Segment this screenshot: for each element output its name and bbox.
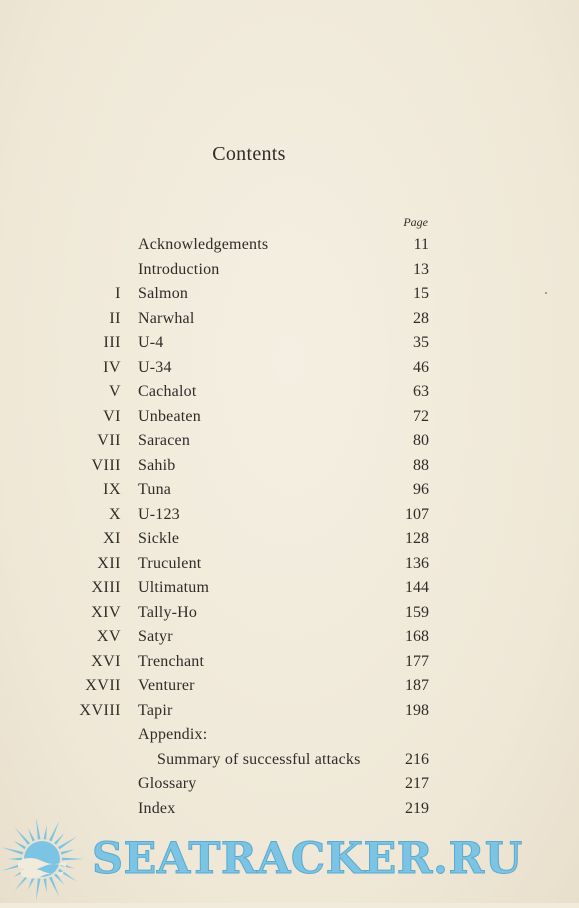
page-number: 144 [405, 579, 429, 596]
chapter-title: Venturer [138, 677, 195, 694]
chapter-number: XVII [85, 677, 121, 694]
toc-entry [0, 503, 579, 528]
chapter-number: IX [103, 481, 121, 498]
sun-ray [49, 821, 59, 842]
chapter-title: Ultimatum [138, 579, 210, 596]
chapter-number: XV [96, 628, 121, 645]
page-number: 15 [413, 285, 429, 302]
chapter-title: Summary of successful attacks [157, 750, 361, 768]
sun-ray [61, 849, 75, 854]
chapter-title: Cachalot [138, 383, 197, 400]
page-number: 80 [413, 432, 429, 449]
toc-entry [0, 625, 579, 650]
page-number: 177 [405, 652, 429, 670]
toc-entry [0, 601, 579, 626]
toc-entry [0, 576, 579, 601]
chapter-title: Salmon [138, 285, 189, 302]
sun-ray [44, 879, 47, 893]
sun-ray [2, 847, 24, 855]
page-number: 35 [413, 334, 429, 351]
toc-entry [0, 552, 579, 577]
chapter-title: Tapir [138, 701, 173, 719]
chapter-title: U-34 [138, 358, 172, 376]
chapter-number: I [115, 285, 121, 302]
toc-entry [0, 233, 579, 258]
chapter-title: Sahib [138, 456, 176, 474]
chapter-title: Glossary [138, 775, 197, 792]
page-number: 46 [413, 358, 429, 376]
chapter-number: XVI [91, 652, 121, 670]
chapter-title: Acknowledgements [138, 236, 269, 253]
chapter-title: Introduction [138, 260, 220, 278]
toc-entry [0, 699, 579, 724]
chapter-title: U-4 [138, 334, 164, 351]
sun-ray [28, 877, 35, 890]
chapter-title: Tally-Ho [138, 603, 198, 621]
chapter-number: VI [103, 407, 121, 425]
chapter-number: V [108, 383, 121, 400]
sun-ray [28, 828, 35, 841]
page-number: 88 [413, 456, 429, 474]
toc-entry [0, 282, 579, 307]
sun-ray [54, 873, 64, 885]
page-number: 28 [413, 309, 429, 327]
chapter-title: Satyr [138, 628, 173, 645]
chapter-title: Unbeaten [138, 407, 201, 425]
page-number: 13 [413, 260, 429, 278]
sun-ray [62, 858, 84, 861]
toc-entry [0, 454, 579, 479]
sun-ray [13, 841, 26, 850]
page-number: 136 [405, 554, 429, 572]
chapter-title: Tuna [138, 481, 172, 498]
toc-entry [0, 674, 579, 699]
page-number: 107 [405, 505, 429, 523]
chapter-number: XIV [91, 603, 121, 621]
chapter-number: XVIII [79, 701, 121, 719]
chapter-number: XII [97, 554, 121, 572]
chapter-number: X [108, 505, 121, 523]
toc-entry [0, 429, 579, 454]
sun-ray [36, 879, 41, 901]
table-of-contents [0, 233, 579, 821]
toc-entry [0, 331, 579, 356]
chapter-title: Trenchant [138, 652, 205, 670]
sun-ray [44, 825, 47, 839]
chapter-title: Truculent [138, 554, 202, 572]
sun-ray [58, 836, 77, 849]
chapter-title: Saracen [138, 432, 191, 449]
chapter-number: IV [103, 358, 121, 376]
toc-entry [0, 723, 579, 748]
toc-entry [0, 258, 579, 283]
chapter-title: Appendix: [138, 726, 208, 743]
page-number: 198 [405, 701, 429, 719]
page-number: 217 [405, 775, 429, 792]
chapter-number: XI [103, 530, 121, 547]
page-number: 128 [405, 530, 429, 547]
page-number: 168 [405, 628, 429, 645]
page-number: 63 [413, 383, 429, 400]
chapter-number: VII [97, 432, 121, 449]
toc-entry [0, 380, 579, 405]
toc-entry [0, 478, 579, 503]
sun-ray [36, 817, 41, 839]
page-number: 159 [405, 603, 429, 621]
page-number: 216 [405, 750, 429, 768]
chapter-title: Index [138, 799, 176, 817]
toc-entry [0, 772, 579, 797]
page-column-header: Page [403, 215, 428, 229]
sun-ray [49, 877, 59, 898]
toc-entry [0, 650, 579, 675]
chapter-number: III [103, 334, 121, 351]
toc-entry [0, 405, 579, 430]
paper-speck [545, 292, 547, 294]
toc-entry [0, 748, 579, 773]
chapter-number: II [109, 309, 121, 327]
page-number: 72 [413, 407, 429, 425]
chapter-number: XIII [91, 579, 121, 596]
page-number: 219 [405, 799, 429, 817]
page-title: Contents [212, 143, 286, 165]
sun-ray [15, 827, 31, 845]
sun-ray [8, 858, 22, 861]
chapter-title: U-123 [138, 505, 180, 523]
page-number: 11 [413, 236, 429, 253]
watermark-text: SEATRACKER.RU [92, 834, 523, 884]
toc-entry [0, 527, 579, 552]
toc-entry [0, 356, 579, 381]
chapter-number: VIII [91, 456, 121, 474]
toc-entry [0, 307, 579, 332]
sun-ray [54, 833, 64, 845]
chapter-title: Sickle [138, 530, 180, 547]
chapter-title: Narwhal [138, 309, 195, 327]
page-number: 187 [405, 677, 429, 694]
page-number: 96 [413, 481, 429, 498]
